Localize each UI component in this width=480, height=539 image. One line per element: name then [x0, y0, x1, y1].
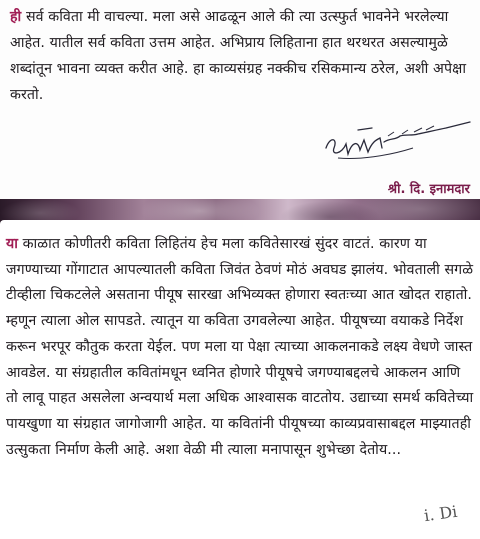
endorsement-bottom: [0, 220, 480, 539]
author-name: श्री. दि. इनामदार: [387, 182, 470, 197]
lead-word: ही: [10, 9, 22, 25]
signature: [318, 118, 478, 168]
endorsement-top: [0, 0, 480, 200]
lead-word: या: [6, 236, 19, 252]
endorsement-bottom-text: [6, 232, 474, 463]
endorsement-body: सर्व कविता मी वाचल्या. मला असे आढळून आले की त्या उत्स्फुर्त भावनेने भरलेल्या आहेत. यातील सर्व कविता उत्तम आहेत. अभिप्राय लिहिताना हात थरथरत असल्यामुळे शब्दांतून भावना व्यक्त करीत आहे. हा काव्यसंग्रह नक्कीच रसिकमान्य ठरेल, अशी अपेक्षा करतो.: [10, 9, 467, 103]
endorsement-top-text: [10, 4, 472, 108]
endorsement-body: काळात कोणीतरी कविता लिहितंय हेच मला कवितेसारखं सुंदर वाटतं. कारण या जगण्याच्या गोंगाटात आपल्यातली कविता जिवंत ठेवणं मोठं अवघड झालंय. भोवताली सगळे टीव्हीला चिकटलेले असताना पीयूष सारखा अभिव्यक्त होणारा स्वतःच्या आत खोदत राहातो. म्हणून त्याला ओल सापडते. त्यातून या कविता उगवलेल्या आहेत. पीयूषच्या वयाकडे निर्देश करून भरपूर कौतुक करता येईल. पण मला या पेक्षा त्याच्या आकलनाकडे लक्ष्य वेधणे जास्त आवडेल. या संग्रहातील कवितांमधून ध्वनित होणारे पीयूषचे जगण्याबद्दलचे आकलन आणि तो लावू पाहत असलेला अन्वयार्थ मला अधिक आश्वासक वाटतोय. उद्याच्या समर्थ कवितेच्या पायखुणा या संग्रहात जागोजागी आहेत. या कवितांनी पीयूषच्या काव्यप्रवासाबद्दल माझ्यातही उत्सुकता निर्माण केली आहे. अशा वेळी मी त्याला मनापासून शुभेच्छा देतोय...: [6, 236, 474, 458]
handwritten-initials: i. Di: [422, 501, 459, 526]
